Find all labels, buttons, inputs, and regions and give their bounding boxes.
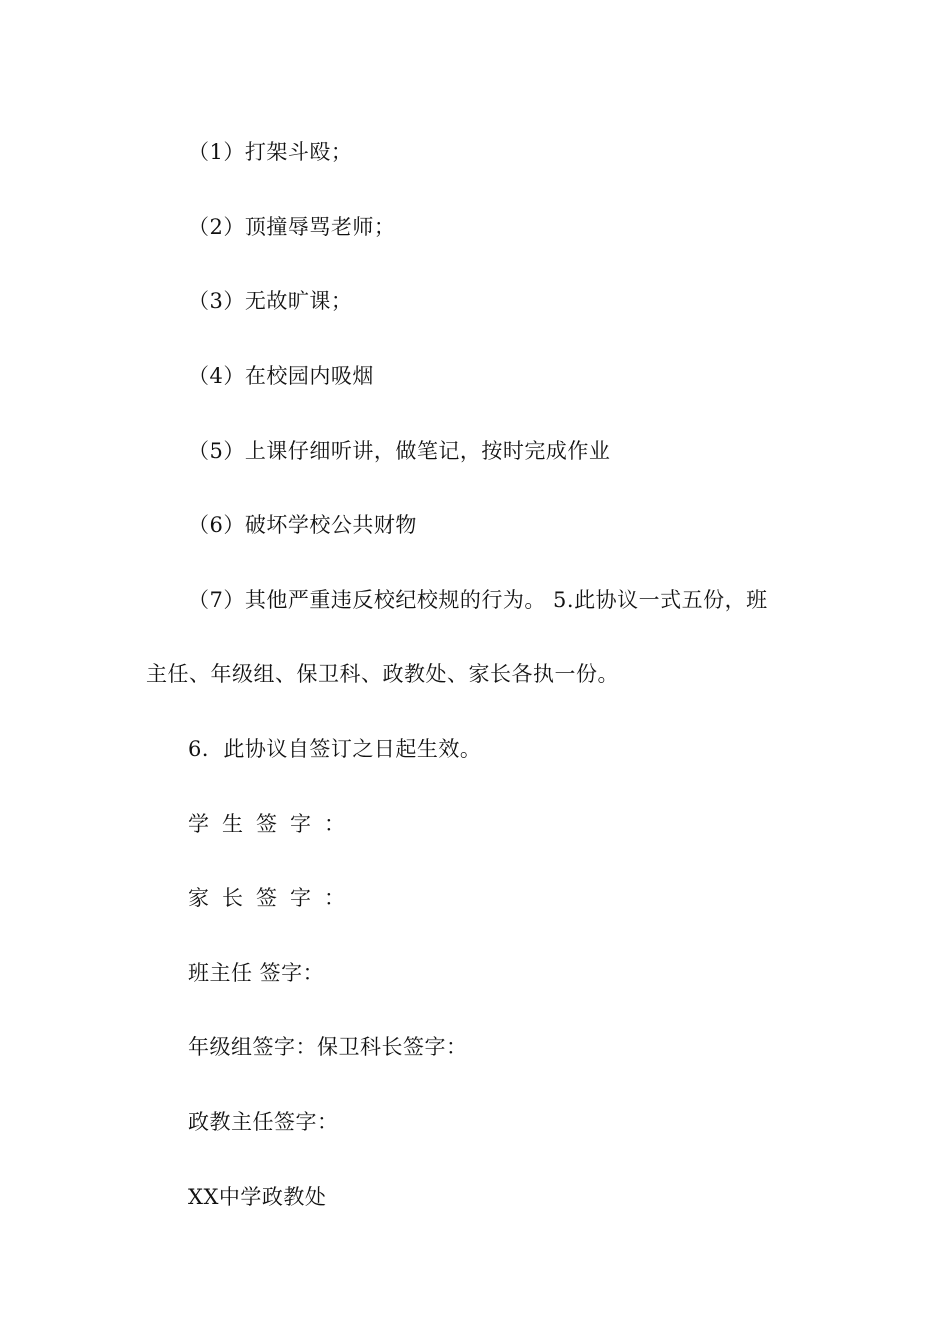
item-2: （2）顶撞辱骂老师； [188, 215, 396, 239]
political-director-signature-label: 政教主任签字： [188, 1110, 339, 1134]
grade-security-signature-label: 年级组签字：保卫科长签字： [188, 1035, 468, 1059]
item-7-continuation: 主任、年级组、保卫科、政教处、家长各执一份。 [146, 662, 619, 686]
student-signature-label: 学生签字： [188, 812, 358, 836]
parent-signature-label: 家长签字： [188, 886, 358, 910]
issuer: XX中学政教处 [188, 1185, 327, 1209]
item-5: （5）上课仔细听讲，做笔记，按时完成作业 [188, 439, 611, 463]
item-3: （3）无故旷课； [188, 289, 353, 313]
item-6: （6）破坏学校公共财物 [188, 513, 417, 537]
item-7: （7）其他严重违反校纪校规的行为。 5.此协议一式五份，班 [188, 588, 768, 612]
clause-6: 6．此协议自签订之日起生效。 [188, 737, 482, 761]
item-1: （1）打架斗殴； [188, 140, 353, 164]
head-teacher-signature-label: 班主任 签字： [188, 961, 325, 985]
item-4: （4）在校园内吸烟 [188, 364, 374, 388]
